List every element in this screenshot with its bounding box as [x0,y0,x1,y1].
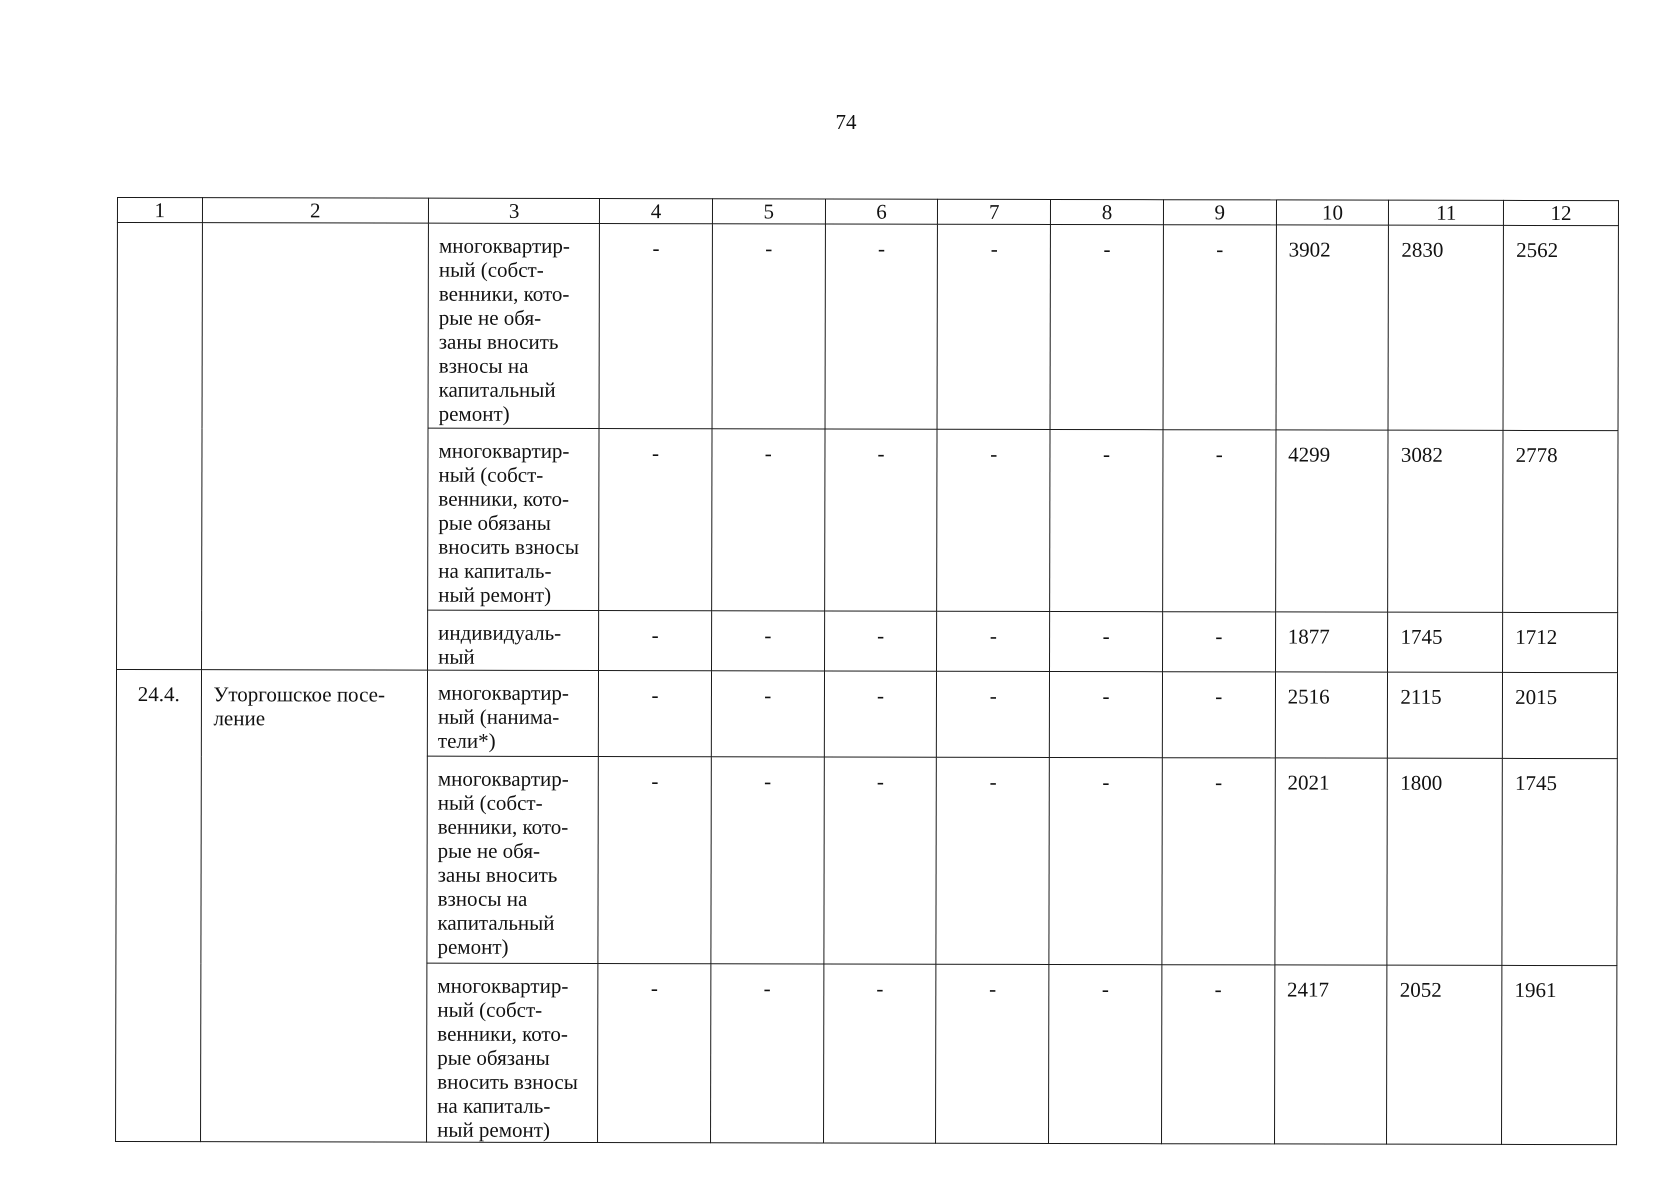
header-cell-9: 9 [1163,200,1276,225]
empty-value-cell-col-5: - [710,964,823,1143]
empty-value-cell-col-7: - [937,224,1050,429]
housing-type-cell [428,428,600,610]
housing-type-cell [427,756,599,963]
empty-value-cell-col-7: - [936,757,1049,964]
header-cell-6: 6 [825,199,938,224]
empty-value-cell-col-4: - [598,757,711,964]
value-cell-col-10: 2516 [1275,672,1388,758]
housing-type-line: ный ремонт) [437,1117,550,1142]
empty-value-cell-col-6: - [824,671,937,757]
value-cell-col-12: 1712 [1503,612,1618,672]
housing-type-line: индивидуаль- [438,620,562,645]
tariff-table [115,197,1619,1145]
empty-value-cell-col-6: - [823,964,936,1143]
housing-type-line: ный (собст- [437,790,543,815]
header-cell-12: 12 [1504,200,1619,225]
empty-value-cell-col-6: - [824,429,937,611]
housing-type-line: на капиталь- [437,1093,551,1118]
housing-type-cell [428,610,599,670]
housing-type-line: заны вносить [437,862,558,887]
housing-type-line: вносить взносы [438,534,580,559]
housing-type-line: многоквартир- [438,438,570,463]
empty-value-cell-col-5: - [711,757,824,964]
housing-type-line: ный (собст- [438,462,544,487]
empty-value-cell-col-5: - [711,671,824,757]
housing-type-line: венники, кото- [438,486,569,511]
housing-type-line: заны вносить [438,329,559,354]
value-cell-col-11: 3082 [1388,430,1503,612]
value-cell-col-10: 4299 [1275,430,1388,612]
housing-type-line: венники, кото- [438,281,570,306]
housing-type-line: многоквартир- [437,973,569,998]
housing-type-cell [427,963,598,1142]
housing-type-cell [428,223,600,428]
housing-type-line: тели*) [437,728,496,753]
empty-value-cell-col-6: - [824,757,937,964]
settlement-name-line: Уторгошское посе- [213,682,386,707]
housing-type-line: многоквартир- [437,766,569,791]
housing-type-cell [427,670,598,756]
header-cell-1: 1 [117,198,202,223]
housing-type-line: рые не обя- [437,838,541,863]
empty-value-cell-col-4: - [599,611,712,671]
housing-type-line: взносы на [438,353,529,378]
settlement-name-cell [201,223,428,670]
value-cell-col-11: 1745 [1388,612,1503,672]
header-cell-3: 3 [429,198,600,223]
header-cell-5: 5 [712,199,825,224]
housing-type-line: венники, кото- [437,1021,568,1046]
value-cell-col-12: 1745 [1502,758,1617,965]
value-cell-col-12: 2562 [1503,225,1618,430]
empty-value-cell-col-7: - [936,964,1049,1143]
housing-type-line: рые обязаны [437,1045,550,1070]
header-cell-7: 7 [938,199,1051,224]
empty-value-cell-col-7: - [937,611,1050,671]
header-cell-2: 2 [202,198,429,223]
value-cell-col-12: 1961 [1502,965,1617,1144]
housing-type-line: на капиталь- [438,558,552,583]
housing-type-line: ный ремонт) [438,582,552,607]
empty-value-cell-col-9: - [1162,672,1275,758]
empty-value-cell-col-9: - [1162,612,1275,672]
housing-type-line: взносы на [437,886,528,911]
value-cell-col-11: 2115 [1388,672,1503,758]
empty-value-cell-col-5: - [711,611,824,671]
empty-value-cell-col-8: - [1050,671,1163,757]
empty-value-cell-col-6: - [824,611,937,671]
value-cell-col-12: 2015 [1503,672,1618,758]
group-number-cell: 24.4. [116,670,202,1142]
housing-type-line: многоквартир- [437,680,569,705]
value-cell-col-11: 2052 [1387,965,1502,1144]
empty-value-cell-col-5: - [712,224,825,429]
housing-type-line: ремонт) [438,401,510,426]
empty-value-cell-col-8: - [1049,757,1162,964]
header-cell-8: 8 [1051,199,1164,224]
housing-type-line: рые не обя- [438,305,542,330]
value-cell-col-10: 1877 [1275,612,1388,672]
value-cell-col-12: 2778 [1503,430,1618,612]
header-cell-10: 10 [1276,200,1389,225]
empty-value-cell-col-4: - [599,671,712,757]
empty-value-cell-col-8: - [1050,224,1163,429]
table-row [117,223,1618,431]
housing-type-line: ный (собст- [438,257,544,282]
empty-value-cell-col-4: - [599,224,712,429]
empty-value-cell-col-9: - [1162,758,1275,965]
value-cell-col-10: 2021 [1275,758,1388,965]
empty-value-cell-col-9: - [1163,225,1276,430]
housing-type-line: венники, кото- [437,814,569,839]
value-cell-col-10: 2417 [1274,965,1387,1144]
header-cell-11: 11 [1389,200,1504,225]
empty-value-cell-col-9: - [1161,965,1274,1144]
empty-value-cell-col-8: - [1049,964,1162,1143]
value-cell-col-10: 3902 [1276,225,1389,430]
empty-value-cell-col-9: - [1163,430,1276,612]
settlement-name-line: ление [213,706,266,731]
empty-value-cell-col-6: - [825,224,938,429]
header-row [117,198,1618,226]
empty-value-cell-col-5: - [712,429,825,611]
housing-type-line: капитальный [438,377,556,402]
housing-type-line: ный (собст- [437,997,543,1022]
header-cell-4: 4 [600,199,713,224]
settlement-name-cell [200,670,427,1142]
housing-type-line: ремонт) [437,934,509,959]
empty-value-cell-col-4: - [598,964,711,1143]
value-cell-col-11: 1800 [1387,758,1502,965]
table-row [116,670,1617,759]
empty-value-cell-col-7: - [937,429,1050,611]
page-number: 74 [835,110,857,134]
group-number-cell [117,223,202,670]
housing-type-line: ный [438,644,475,669]
housing-type-line: вносить взносы [437,1069,578,1094]
empty-value-cell-col-4: - [599,429,712,611]
housing-type-line: капитальный [437,910,555,935]
empty-value-cell-col-8: - [1050,611,1163,671]
housing-type-line: рые обязаны [438,510,551,535]
housing-type-line: многоквартир- [438,233,570,258]
housing-type-line: ный (нанима- [437,704,560,729]
empty-value-cell-col-8: - [1050,429,1163,611]
empty-value-cell-col-7: - [937,671,1050,757]
value-cell-col-11: 2830 [1388,225,1503,430]
